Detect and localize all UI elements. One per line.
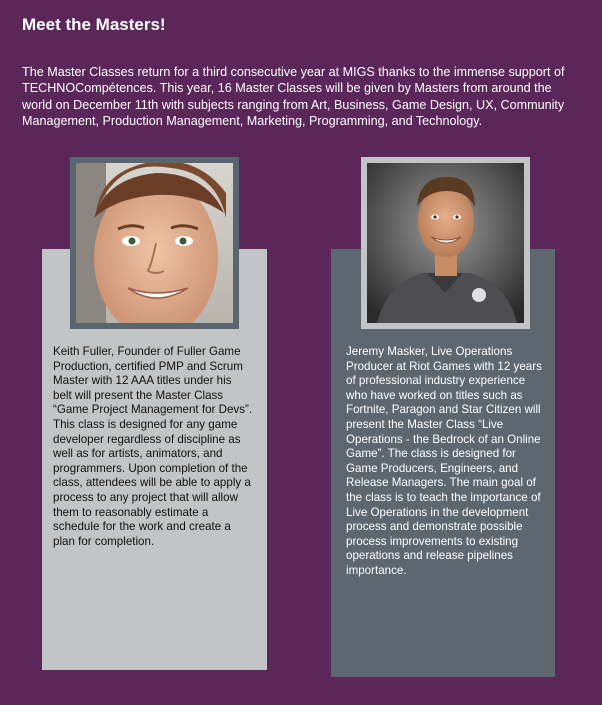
master-photo-frame-keith-fuller — [70, 157, 239, 329]
portrait-illustration — [76, 163, 233, 323]
portrait-illustration — [367, 163, 524, 323]
master-photo-jeremy-masker — [367, 163, 524, 323]
master-bio-keith-fuller: Keith Fuller, Founder of Fuller Game Production, certified PMP and Scrum Master with 12 AAA titles under his belt will present the Master Class “Game Project Management for Devs”. This class is designed for any game developer regardless of discipline as well as for artists, animators, and programmers. Upon completion of the class, attendees will be able to apply a process to any project that will allow them to reasonably estimate a schedule for the work and create a plan for completion. — [53, 345, 253, 548]
master-photo-keith-fuller — [76, 163, 233, 323]
page-title: Meet the Masters! — [22, 15, 166, 34]
master-bio-jeremy-masker: Jeremy Masker, Live Operations Producer at Riot Games with 12 years of professional industry experience who have worked on titles such as Fortnite, Paragon and Star Citizen will present the Master Class “Live Operations - the Bedrock of an Online Game”. The class is designed for Game Producers, Engineers, and Release Managers. The main goal of the class is to teach the importance of Live Operations in the development process and demonstrate possible process improvements to existing operations and release pipelines importance. — [346, 345, 542, 577]
intro-paragraph: The Master Classes return for a third consecutive year at MIGS thanks to the immense support of TECHNOCompétences. This year, 16 Master Classes will be given by Masters from around the world on December 11th with subjects ranging from Art, Business, Game Design, UX, Community Management, Production Management, Marketing, Programming, and Technology. — [22, 65, 565, 128]
master-photo-frame-jeremy-masker — [361, 157, 530, 329]
